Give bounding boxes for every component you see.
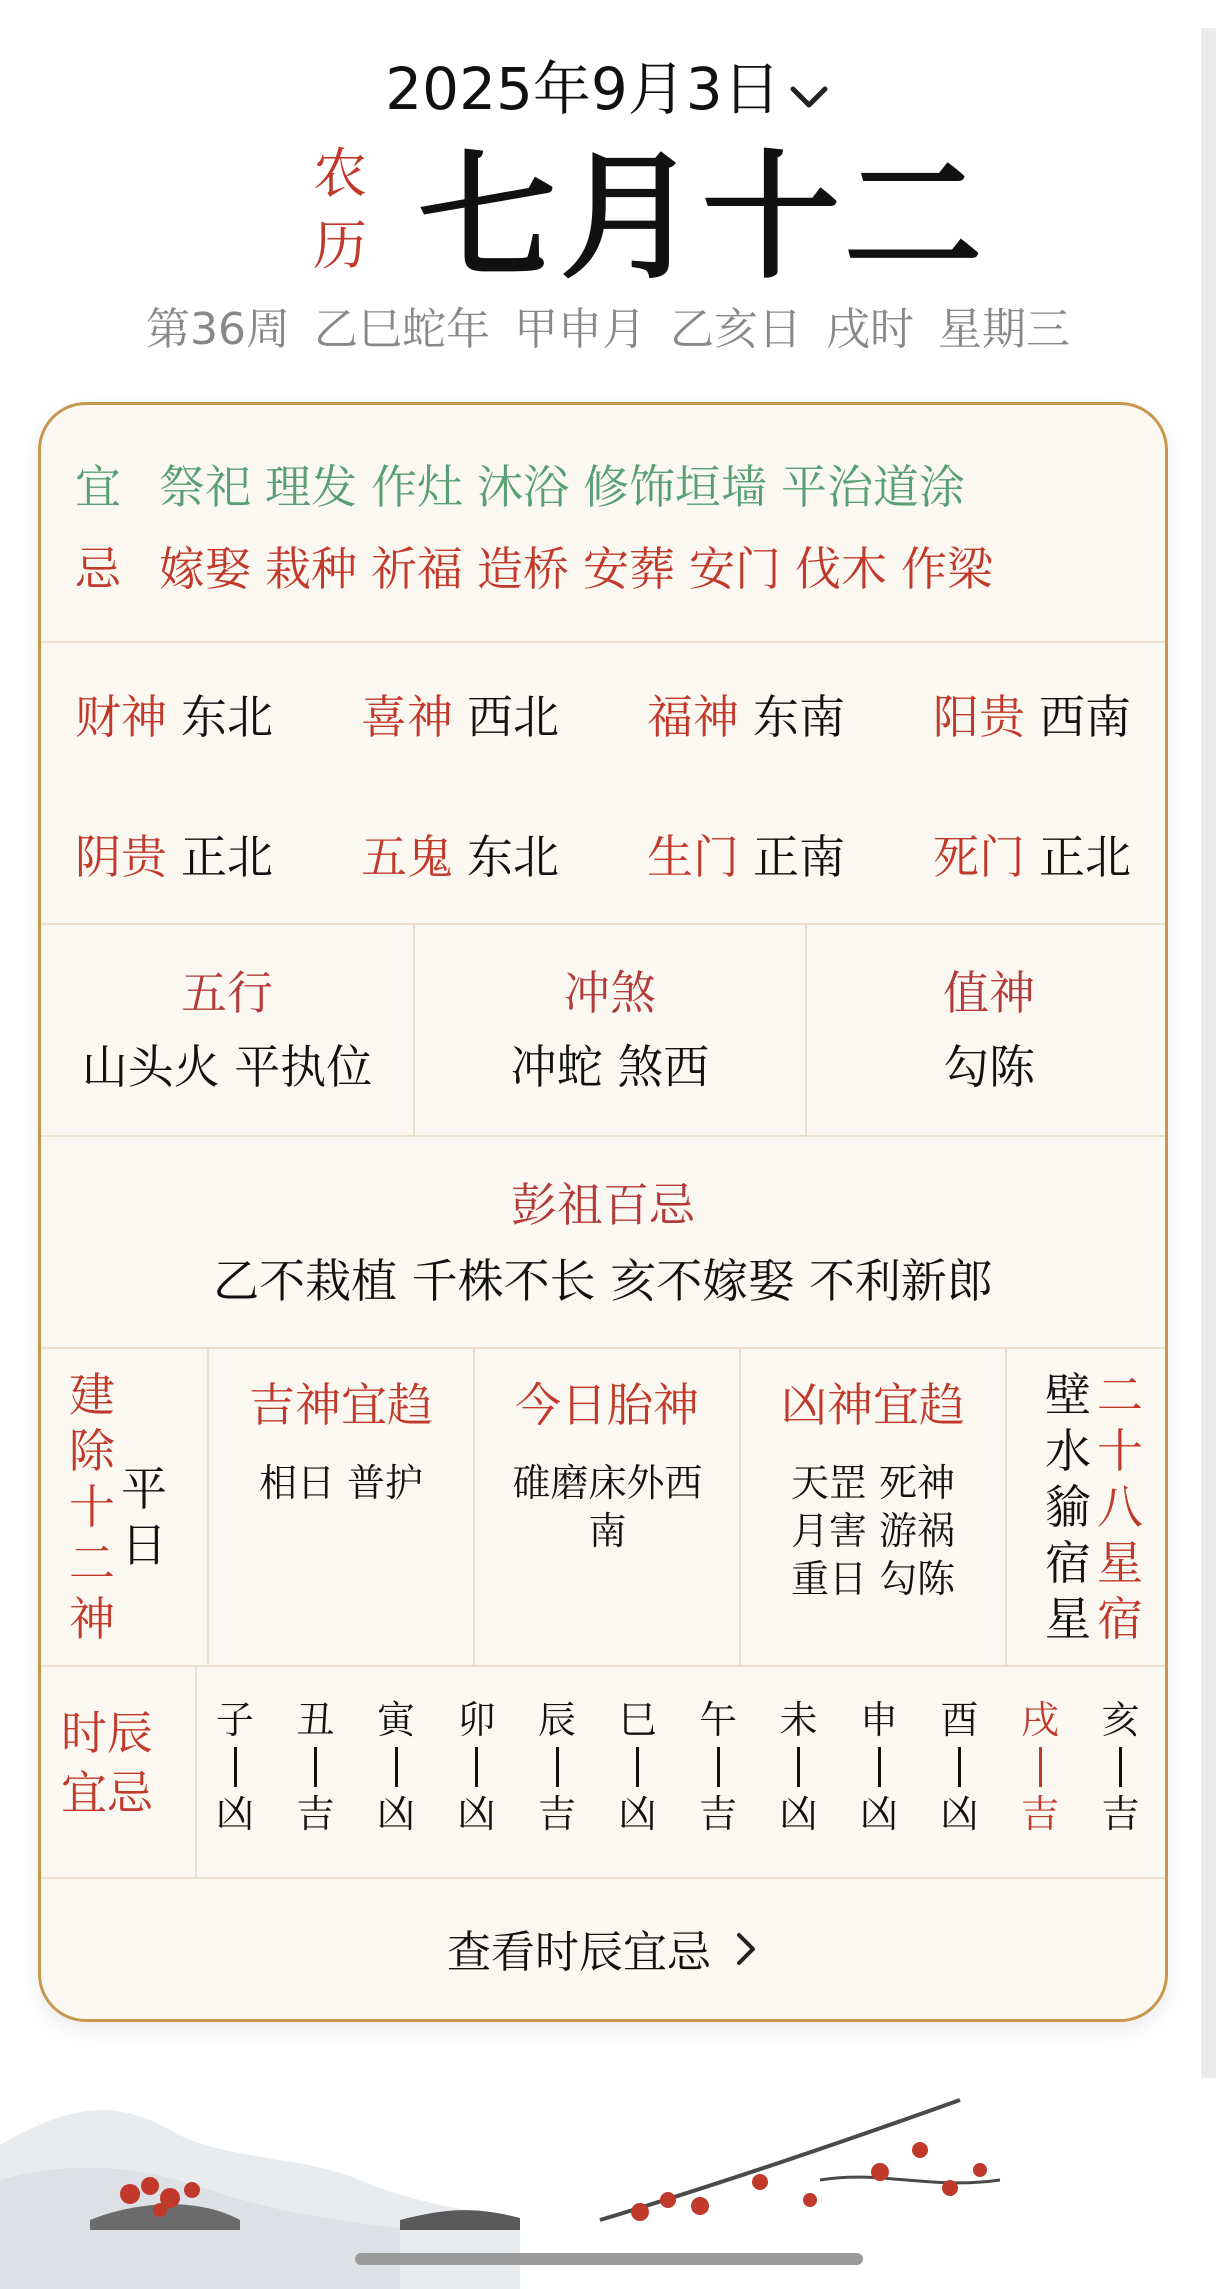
lunar-date: 七月十二 [418,137,987,298]
hour-item [769,1697,829,1837]
date-selector[interactable] [0,54,1216,128]
pengzu-section [41,1135,1165,1347]
wuxing-cell [41,925,413,1135]
ji-item: 伐木 [795,542,887,596]
ji-label: 忌 [75,542,121,596]
wuxing-title: 五行 [181,966,273,1020]
taishen-cell [473,1349,739,1665]
hour-separator [1119,1747,1122,1787]
ji-item: 作梁 [901,542,993,596]
hour-separator [717,1747,720,1787]
jianchu-label: 建 除 十 二 神 [69,1368,115,1646]
hour-fortune: 凶 [376,1792,415,1836]
jishen-value: 相日 普护 [258,1461,424,1505]
god-direction-item: 喜神 西北 [361,690,559,744]
hour-fortune: 凶 [859,1792,898,1836]
view-hours-label[interactable]: 查看时辰宜忌 [447,1927,711,1978]
hour-item [286,1697,346,1837]
jishen-title: 吉神宜趋 [249,1378,433,1432]
god-direction-item: 福神 东南 [647,690,845,744]
view-hours-button[interactable] [41,1877,1165,2022]
hour-fortune: 吉 [698,1792,737,1836]
hour-separator [234,1747,237,1787]
hour-fortune: 吉 [1101,1792,1140,1836]
god-direction-item: 阳贵 西南 [933,690,1131,744]
yi-item: 祭祀 [159,460,251,514]
yi-item: 作灶 [371,460,463,514]
chongsha-cell [413,925,805,1135]
hour-fortune: 吉 [537,1792,576,1836]
jianchu-value: 平 日 [121,1462,167,1572]
hour-name: 巳 [618,1698,657,1742]
yi-label: 宜 [75,460,121,514]
god-direction-item: 生门 正南 [647,830,845,884]
hour-name: 亥 [1101,1698,1140,1742]
zhishen-title: 值神 [943,966,1035,1020]
hour-fortune: 吉 [296,1792,335,1836]
hour-item [688,1697,748,1837]
yi-ji-section [41,405,1165,641]
xiu-label: 二 十 八 星 宿 [1097,1368,1143,1646]
hour-item [205,1697,265,1837]
ji-item: 造桥 [477,542,569,596]
zhishen-value: 勾陈 [943,1040,1035,1094]
chongsha-value: 冲蛇 煞西 [510,1040,710,1094]
hour-fortune: 吉 [1020,1792,1059,1836]
hour-name: 申 [859,1698,898,1742]
week-number: 第36周 [146,304,290,355]
hour-name: 子 [215,1698,254,1742]
date-info-row [0,298,1216,362]
hour-separator [878,1747,881,1787]
hour-separator [797,1747,800,1787]
hour-item [608,1697,668,1837]
hour-name: 卯 [457,1698,496,1742]
zhishen-cell [805,925,1168,1135]
xiu-value: 壁 水 貐 宿 星 [1045,1368,1091,1646]
ganzhi-day: 乙亥日 [670,304,802,355]
weekday: 星期三 [938,304,1070,355]
ji-row [75,539,1007,599]
hour-fortune: 凶 [779,1792,818,1836]
chongsha-title: 冲煞 [564,966,656,1020]
hour-separator [475,1747,478,1787]
god-direction-item: 财神 东北 [75,690,273,744]
hour-fortune: 凶 [940,1792,979,1836]
gods-directions-section [41,641,1165,923]
ji-item: 栽种 [265,542,357,596]
ji-item: 祈福 [371,542,463,596]
god-direction-item: 阴贵 正北 [75,830,273,884]
hour-name: 午 [698,1698,737,1742]
yi-row [75,457,979,517]
taishen-value: 碓磨床外西 南 [512,1461,703,1553]
hours-label: 时辰 宜忌 [61,1706,153,1820]
lunar-date-block [0,137,1216,298]
ji-item: 安葬 [583,542,675,596]
hour-separator [314,1747,317,1787]
hour-item [930,1697,990,1837]
yi-item: 平治道涂 [781,460,965,514]
divider [195,1667,197,1877]
xiongshen-cell [739,1349,1005,1665]
hour-item [849,1697,909,1837]
xiongshen-value: 天罡 死神 月害 游祸 重日 勾陈 [790,1461,956,1601]
yi-item: 沐浴 [477,460,569,514]
hour-name: 寅 [376,1698,415,1742]
hour-separator [556,1747,559,1787]
shen-row [41,1347,1165,1665]
hour-fortune: 凶 [618,1792,657,1836]
home-indicator[interactable] [355,2253,863,2265]
ganzhi-hour: 戌时 [826,304,914,355]
hours-section [41,1665,1165,1877]
chevron-right-icon[interactable] [733,1925,759,1985]
chevron-down-icon[interactable] [787,58,831,128]
jianchu-cell [41,1349,207,1665]
xiu-cell [1005,1349,1168,1665]
hour-item [366,1697,426,1837]
ji-item: 嫁娶 [159,542,251,596]
taishen-title: 今日胎神 [515,1378,699,1432]
hour-item [1091,1697,1151,1837]
hour-item [447,1697,507,1837]
wuxing-value: 山头火 平执位 [81,1040,373,1094]
god-direction-item: 死门 正北 [933,830,1131,884]
pengzu-value: 乙不栽植 千株不长 亥不嫁娶 不利新郎 [213,1254,993,1308]
hour-fortune: 凶 [215,1792,254,1836]
hour-separator [1039,1747,1042,1787]
hour-separator [395,1747,398,1787]
date-label[interactable]: 2025年9月3日 [385,55,781,123]
hour-name: 未 [779,1698,818,1742]
god-direction-item: 五鬼 东北 [361,830,559,884]
hour-name: 辰 [537,1698,576,1742]
hour-item [527,1697,587,1837]
ganzhi-year: 乙巳蛇年 [314,304,490,355]
hour-name: 酉 [940,1698,979,1742]
pengzu-title: 彭祖百忌 [511,1178,695,1232]
jishen-cell [207,1349,473,1665]
ji-item: 安门 [689,542,781,596]
almanac-card [38,402,1168,2022]
lunar-label: 农 历 [313,142,367,277]
wuxing-row [41,923,1165,1135]
hour-name: 丑 [296,1698,335,1742]
hour-item [1010,1697,1070,1837]
hour-separator [636,1747,639,1787]
yi-item: 修饰垣墙 [583,460,767,514]
hour-name: 戌 [1020,1698,1059,1742]
hour-separator [958,1747,961,1787]
yi-item: 理发 [265,460,357,514]
hour-fortune: 凶 [457,1792,496,1836]
ganzhi-month: 甲申月 [514,304,646,355]
xiongshen-title: 凶神宜趋 [781,1378,965,1432]
